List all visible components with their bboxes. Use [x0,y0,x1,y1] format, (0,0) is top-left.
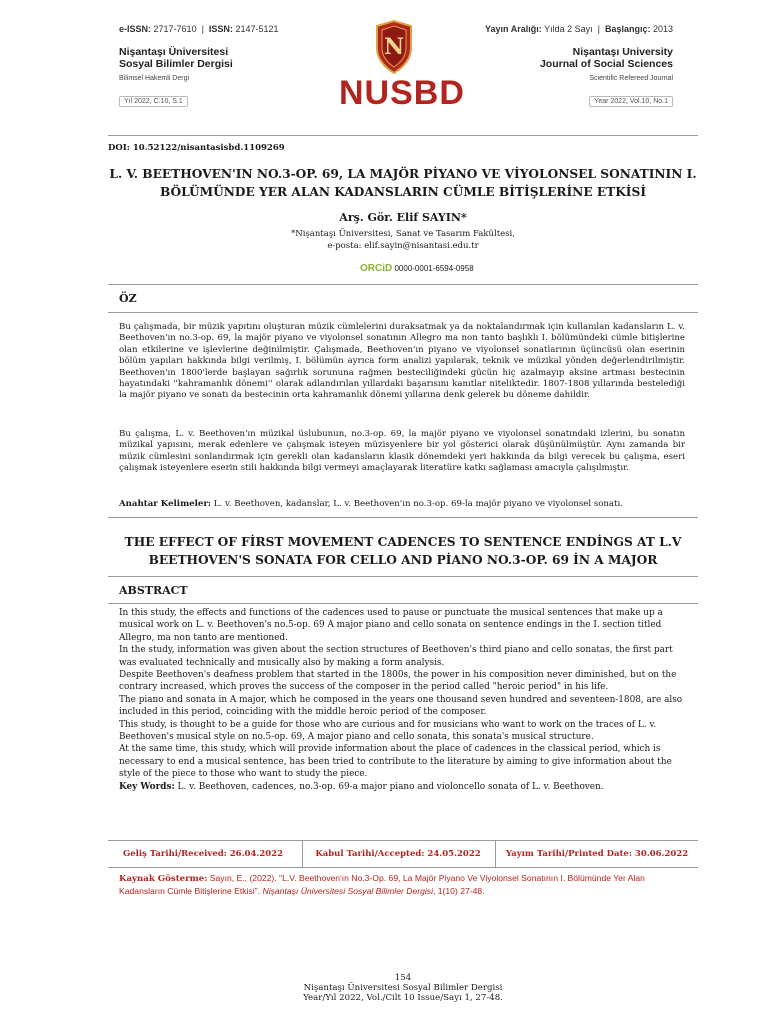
eissn-label: e-ISSN: [119,24,152,34]
abstract-line: This study, is thought to be a guide for those who are curious and for musicians who want to work on the traces of L. v. Beethoven's musical style on no.5-op. 69, A major piano and cello sonata, this sonata's musical structure. [119,719,657,743]
author-email: e-posta: elif.sayin@nisantasi.edu.tr [327,241,479,251]
title-en [108,533,698,569]
journal-name-en [540,46,673,70]
oz-top-rule [108,284,698,285]
title-en-line1: THE EFFECT OF FİRST MOVEMENT CADENCES TO SENTENCE ENDİNGS AT L.V [124,535,682,549]
oz-paragraph-1: Bu çalışmada, bir müzik yapıtını oluşturan müzik cümlelerini duraksatmak ya da noktalandırmak için kullanılan kadansların L. v. Beethoven'ın no.3-op. 69, la majör piyano ve viyolonsel sonatının Allegro ma non tanto başlıklı I. bölümündeki cümle bitişlerine olan etkilerine ve işlevlerine değinilmiştir. Çalışmada, Beethoven'ın piyano ve viyolonsel sonatlarının üçüncüsü olan eserinin bölüm yapıları hakkında bilgi verilmiş, I. bölümün ayrıca form analizi yapılarak, teknik ve müzikal yönden değerlendirilmiştir. Beethoven'ın 1800'lerde başlayan sağırlık sorununa rağmen besteciliğindeki gücün hiç azalmayıp aksine artması bestecinin hayatındaki ''kahramanlık dönemi'' olarak adlandırılan yıllardaki başarısını kanıtlar niteliktedir. 1807-1808 yıllarında bestelediği la majör piyano ve sonatı da bestecinin orta kahramanlık dönemi yıllarına denk gelerek bu döneme dahildir. [119,322,685,401]
dates-bottom-rule [108,867,698,868]
frequency-label: Yayın Aralığı: [485,24,542,34]
affiliation [108,228,698,252]
year-box-tr: Yıl 2022, C.10, S.1 [119,96,188,107]
eissn-value: 2717-7610 [153,24,197,34]
abstract-line: Despite Beethoven's deafness problem that started in the 1800s, the power in his composition never diminished, but on the contrary increased, which proves the success of the composer in the period called "heroic period" in his life. [119,670,677,693]
abstract-body [119,607,685,793]
footer-line2: Year/Yıl 2022, Vol./Cilt 10 Issue/Sayı 1, 27-48. [303,993,503,1003]
oz-paragraph-2: Bu çalışma, L. v. Beethoven'ın müzikal üslubunun, no.3-op. 69, la majör piyano ve viyolonsel sonatındaki izlerini, bu sonatın müzikal yapısını, merak edenlere ve çalışmak isteyen müzisyenlere bir yol gösterici olarak düşünülmüştür. Aynı zamanda bir müzik cümlesini sonlandırmak için gerekli olan kadansların klasik dönemdeki yeri hakkında da bilgi verecek bu çalışma, eseri çalışmak isteyenlere eserin stili hakkında bilgi vermeyi amaçlayarak literatüre katkı sağlaması amacıyla çalışılmıştır. [119,429,685,474]
abstract-line: In the study, information was given about the section structures of Beethoven's third piano and cello sonatas, the first part was evaluated technically and musically also by making a form analysis. [119,645,673,668]
journal-name-tr-line1: Nişantaşı Üniversitesi [119,46,229,58]
keywords-en-text: L. v. Beethoven, cadences, no.3-op. 69-a major piano and violoncello sonata of L. v. Beethoven. [174,781,604,792]
issn-label: ISSN: [208,24,233,34]
footer-line1: Nişantaşı Üniversitesi Sosyal Bilimler Dergisi [303,983,503,993]
journal-logo-text: NUSBD [339,74,465,112]
doi: DOI: 10.52122/nisantasisbd.1109269 [108,143,285,153]
abstract-line: The piano and sonata in A major, which he composed in the years one thousand seven hundred and seventeen-1808, are also included in this period, coinciding with the middle heroic period of the composer. [119,694,683,718]
start-value: 2013 [652,24,673,34]
page-number: 154 [394,973,412,983]
journal-sub-tr: Bilimsel Hakemli Dergi [119,75,190,82]
printed-date: Yayım Tarihi/Printed Date: 30.06.2022 [505,849,689,859]
abstract-heading: ABSTRACT [119,584,188,597]
keywords-tr-label: Anahtar Kelimeler: [119,499,212,509]
journal-name-tr [119,46,233,70]
frequency-line: Yayın Aralığı: Yılda 2 Sayı | Başlangıç: 2013 [485,24,673,34]
keywords-divider [108,517,698,518]
accepted-date: Kabul Tarihi/Accepted: 24.05.2022 [315,849,481,859]
title-tr-line2: BÖLÜMÜNDE YER ALAN KADANSLARIN CÜMLE BİTİŞLERİNE ETKİSİ [159,185,647,199]
citation-journal: Nişantaşı Üniversitesi Sosyal Bilimler Dergisi [262,886,433,896]
title-en-line2: BEETHOVEN'S SONATA FOR CELLO AND PİANO NO.3-OP. 69 İN A MAJOR [148,553,658,567]
keywords-en [119,781,685,793]
abstract-line: At the same time, this study, which will provide information about the place of cadences in the classical period, which is necessary to end a musical sentence, has been tried to contribute to the literature by aiming to give information about the style of the piece to those who want to study the piece. [119,744,672,780]
journal-name-en-line1: Nişantaşı University [572,46,673,58]
citation-text: Sayın, E., (2022). "L.V. Beethoven'ın No.3-Op. 69, La Majör Piyano Ve Viyolonsel Sonatının I. Bölümünde Yer Alan Kadansların Cümle Bitişlerine Etkisi". [119,873,645,896]
citation-pages: , 1(10) 27-48. [432,886,485,896]
journal-sub-en: Scientific Refereed Journal [589,75,673,82]
frequency-value: Yılda 2 Sayı [544,24,593,34]
issn-value: 2147-5121 [235,24,279,34]
start-label: Başlangıç: [604,24,651,34]
title-tr [108,165,698,201]
header-divider [108,135,698,136]
received-date: Geliş Tarihi/Received: 26.04.2022 [122,849,283,859]
logo-letter: N [383,34,405,60]
keywords-tr-text: L. v. Beethoven, kadanslar, L. v. Beethoven'ın no.3-op. 69-la majör piyano ve viyolonsel sonatı. [211,499,623,509]
keywords-en-label: Key Words: [119,781,175,792]
affiliation-text: *Nişantaşı Üniversitesi, Sanat ve Tasarım Fakültesi, [291,229,515,239]
journal-logo-shield [374,20,414,78]
oz-bottom-rule [108,312,698,313]
abstract-line: In this study, the effects and functions of the cadences used to pause or punctuate the musical sentences that make up a musical work on L. v. Beethoven's no.5-op. 69 A major piano and cello sonata on sentence endings in the I. section titled Allegro, ma non tanto are mentioned. [119,608,663,643]
abstract-bottom-rule [108,603,698,604]
orcid-value: 0000-0001-6594-0958 [394,264,474,273]
footer [108,973,698,1003]
keywords-tr [119,499,685,510]
citation-label: Kaynak Gösterme: [119,874,208,884]
orcid-icon: ORCiD [360,263,393,274]
abstract-top-rule [108,576,698,577]
issn-line: e-ISSN: 2717-7610 | ISSN: 2147-5121 [119,24,279,34]
year-box-en: Year 2022, Vol.10, No.1 [589,96,673,107]
author-name: Arş. Gör. Elif SAYIN* [339,211,467,224]
dates-top-rule [108,840,698,841]
journal-name-en-line2: Journal of Social Sciences [539,58,673,70]
journal-name-tr-line2: Sosyal Bilimler Dergisi [119,58,233,70]
title-tr-line1: L. V. BEETHOVEN'IN NO.3-OP. 69, LA MAJÖR PİYANO VE VİYOLONSEL SONATININ I. [109,167,697,181]
citation [119,872,689,898]
oz-heading: ÖZ [119,292,137,305]
orcid [360,263,474,274]
